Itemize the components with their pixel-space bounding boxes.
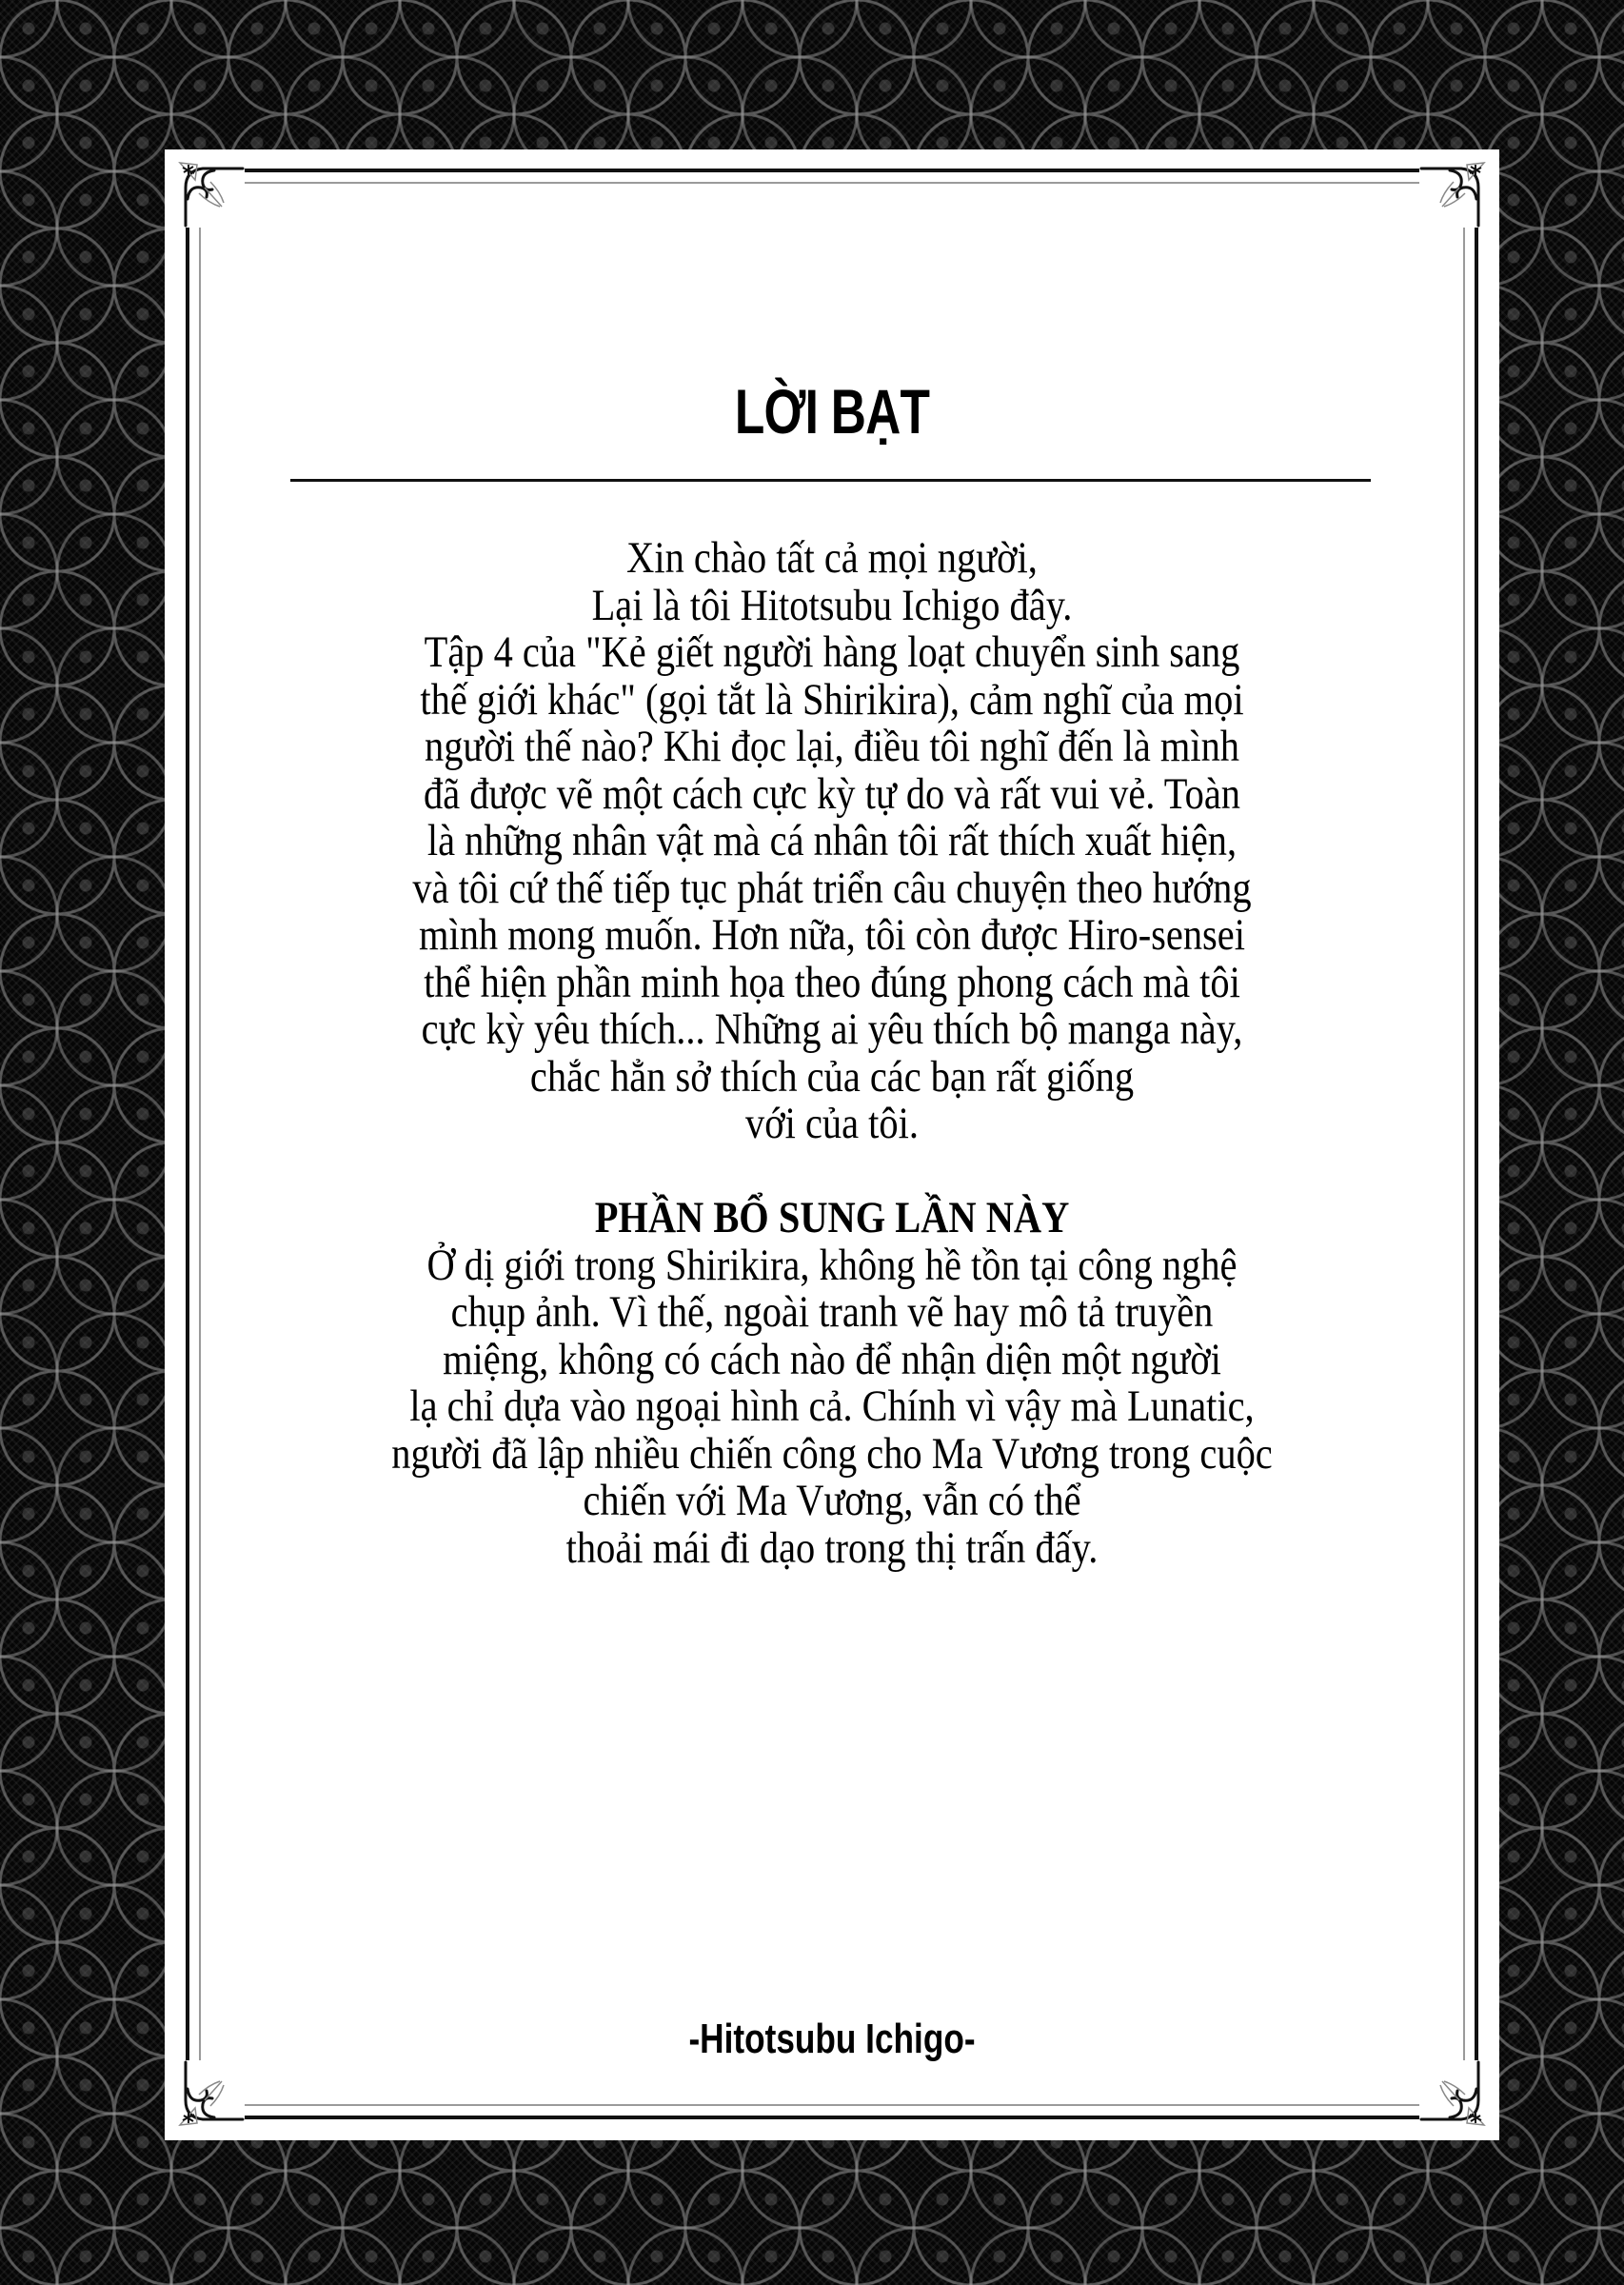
page-title: LỜI BẠT	[734, 376, 930, 447]
intro-line: chắc hẳn sở thích của các bạn rất giống	[529, 1051, 1135, 1102]
intro-line: Xin chào tất cả mọi người,	[626, 533, 1038, 583]
intro-line: thể hiện phần minh họa theo đúng phong cách mà tôi	[424, 957, 1240, 1007]
corner-ornament-icon	[1419, 2060, 1488, 2129]
supplement-line: miệng, không có cách nào để nhận diện một người	[443, 1334, 1221, 1384]
intro-line: người thế nào? Khi đọc lại, điều tôi nghĩ đến là mình	[424, 722, 1239, 771]
supplement-line: người đã lập nhiều chiến công cho Ma Vương trong cuộc	[391, 1428, 1273, 1479]
supplement-line: chụp ảnh. Vì thế, ngoài tranh vẽ hay mô tả truyền	[450, 1287, 1214, 1337]
author-signature: -Hitotsubu Ichigo-	[688, 2016, 976, 2062]
title-divider	[290, 479, 1371, 482]
intro-line: mình mong muốn. Hơn nữa, tôi còn được Hiro-sensei	[419, 910, 1245, 960]
supplement-line: thoải mái đi dạo trong thị trấn đấy.	[565, 1522, 1099, 1573]
section-spacer	[165, 1148, 1499, 1196]
afterword-panel	[165, 149, 1499, 2140]
corner-ornament-icon	[176, 2060, 245, 2129]
supplement-heading: PHẦN BỔ SUNG LẦN NÀY	[594, 1193, 1070, 1242]
intro-line: và tôi cứ thế tiếp tục phát triển câu chuyện theo hướng	[412, 863, 1252, 913]
intro-line: với của tôi.	[745, 1099, 919, 1148]
supplement-line: lạ chỉ dựa vào ngoại hình cả. Chính vì vậy mà Lunatic,	[409, 1381, 1255, 1431]
intro-line: Lại là tôi Hitotsubu Ichigo đây.	[591, 580, 1073, 630]
corner-ornament-icon	[176, 159, 245, 228]
corner-ornament-icon	[1419, 159, 1488, 228]
afterword-body	[165, 535, 1499, 1572]
supplement-line: Ở dị giới trong Shirikira, không hề tồn tại công nghệ	[426, 1240, 1238, 1290]
intro-line: cực kỳ yêu thích... Những ai yêu thích bộ manga này,	[421, 1004, 1243, 1054]
intro-line: Tập 4 của "Kẻ giết người hàng loạt chuyển sinh sang	[424, 627, 1240, 677]
supplement-line: chiến với Ma Vương, vẫn có thể	[583, 1476, 1081, 1525]
intro-line: đã được vẽ một cách cực kỳ tự do và rất vui vẻ. Toàn	[424, 768, 1240, 819]
intro-line: là những nhân vật mà cá nhân tôi rất thích xuất hiện,	[426, 816, 1238, 865]
intro-line: thế giới khác" (gọi tắt là Shirikira), cảm nghĩ của mọi	[420, 674, 1244, 725]
